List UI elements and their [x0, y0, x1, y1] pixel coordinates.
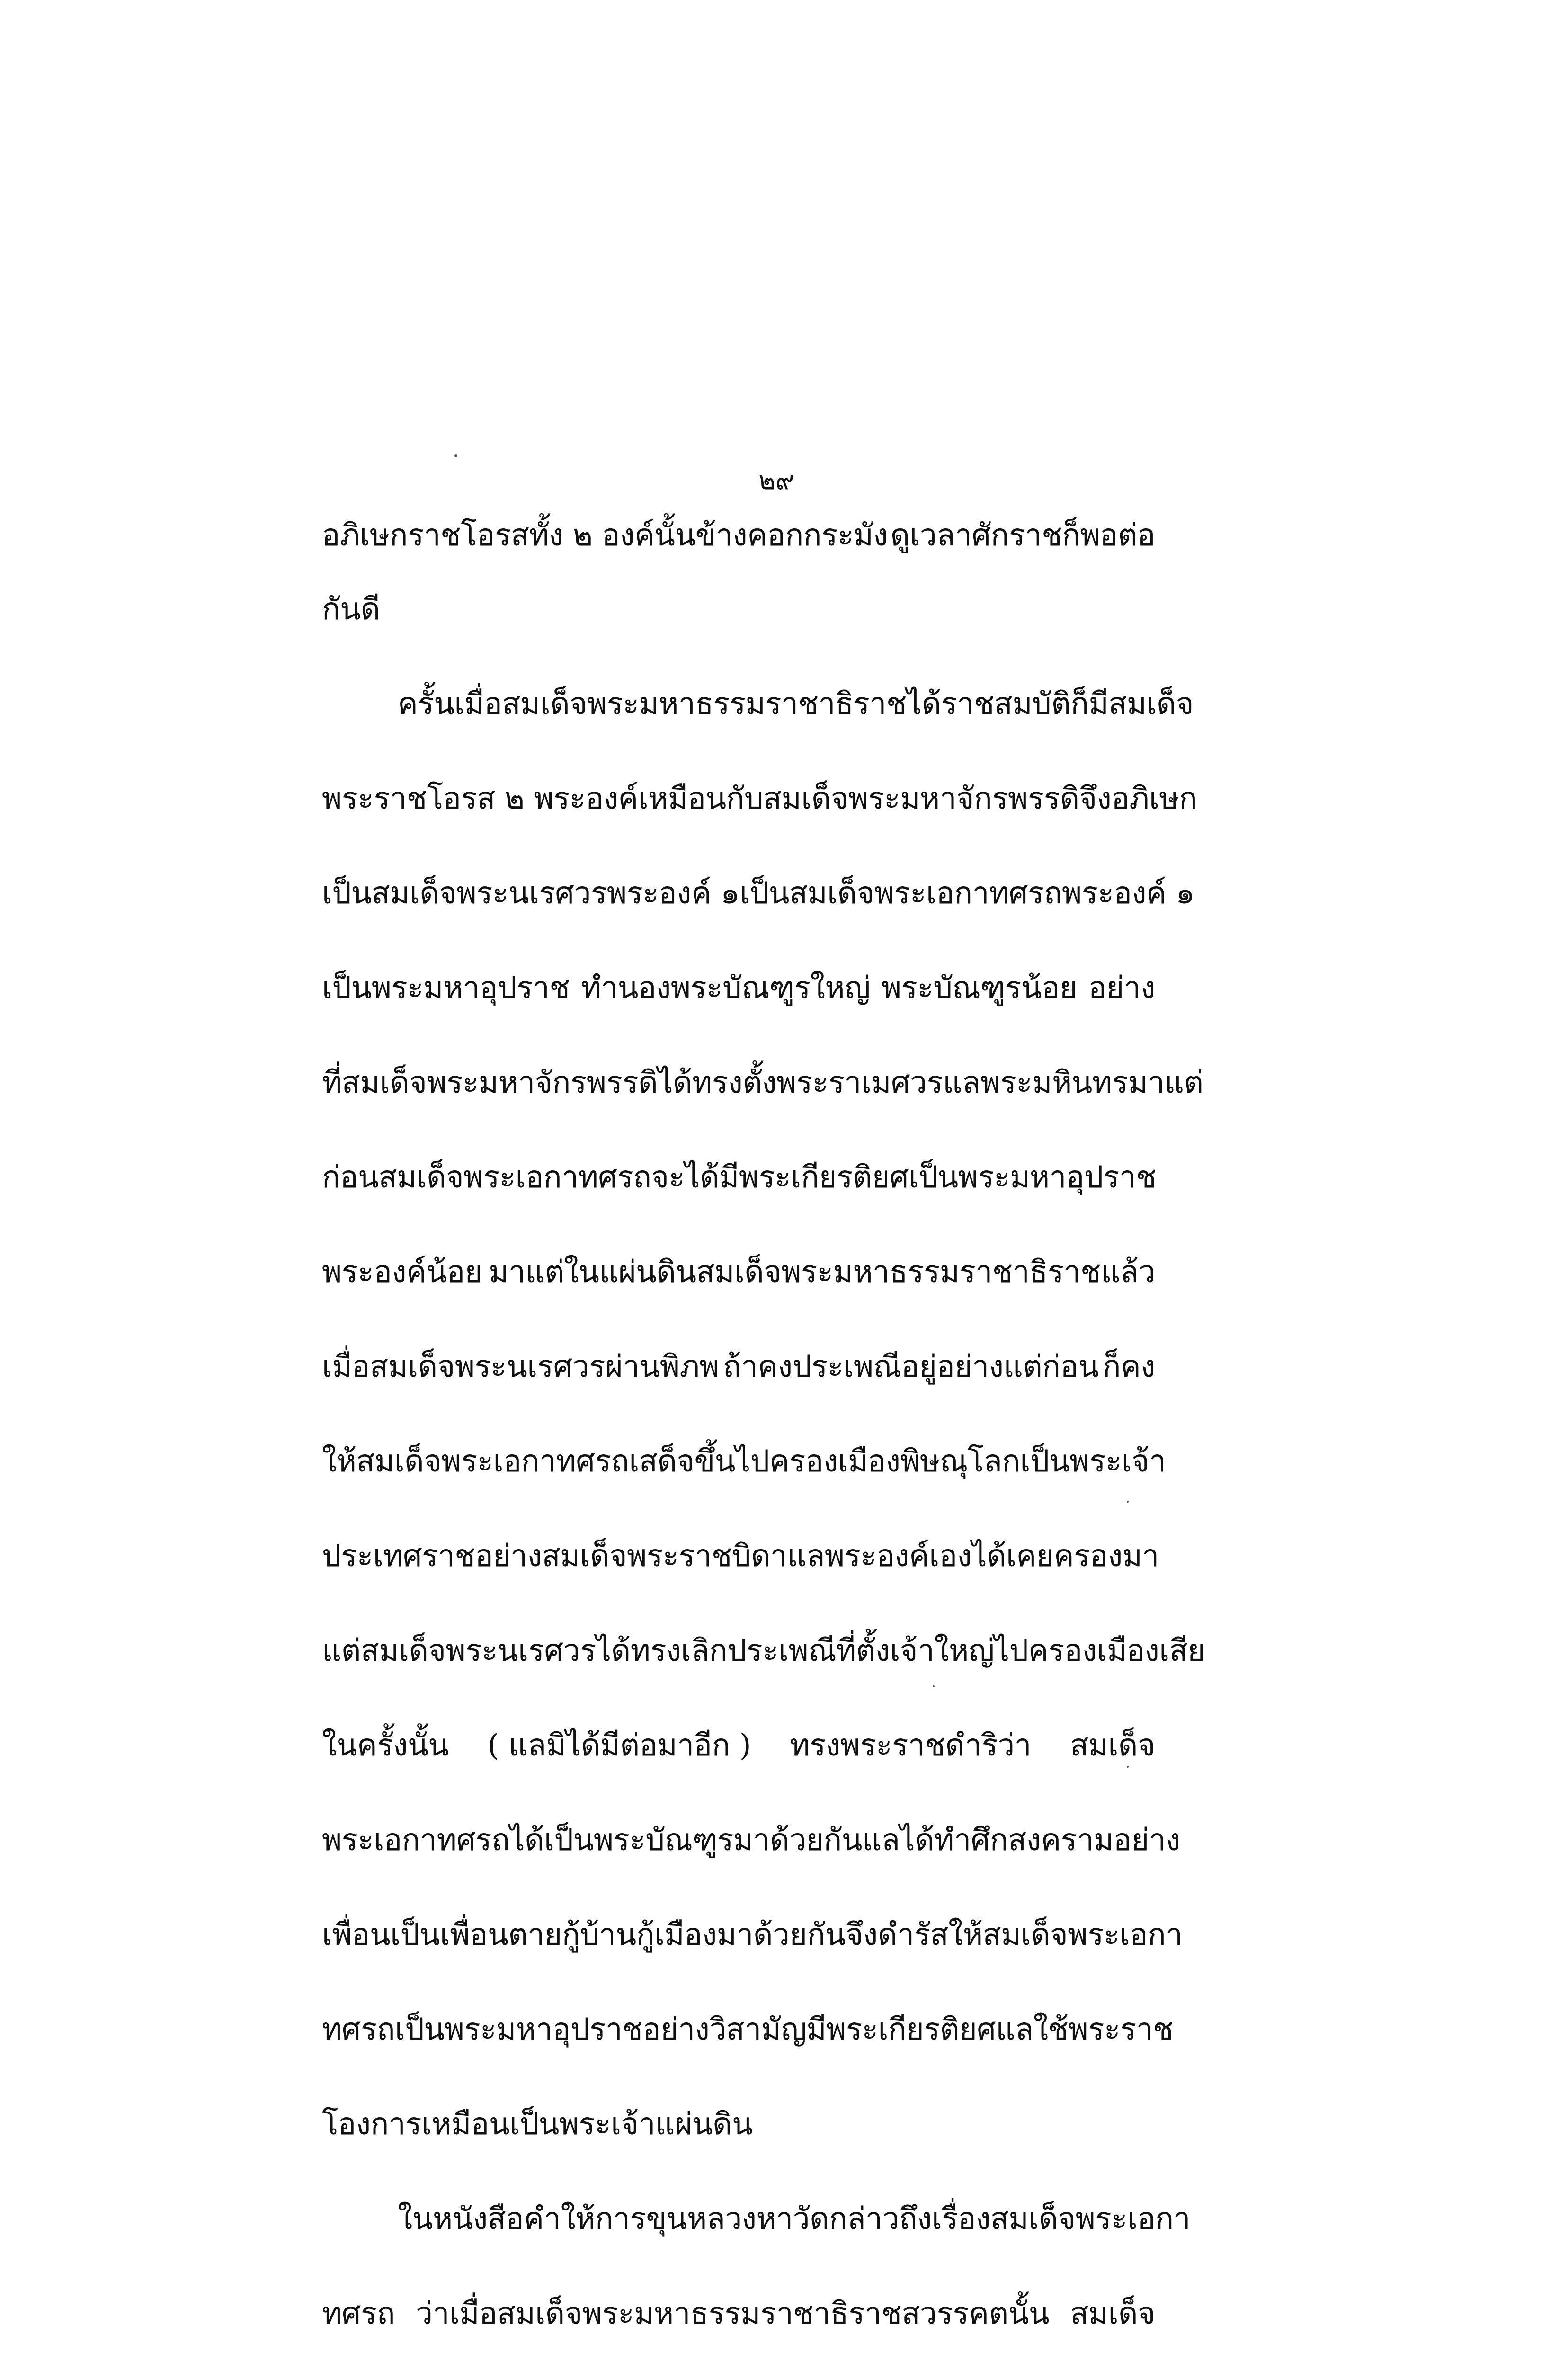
text-segment: ทศรถ	[322, 2296, 395, 2331]
text-line	[322, 1319, 1155, 1414]
text-line	[322, 1035, 1203, 1130]
text-line	[322, 1888, 1183, 1982]
text-segment: ว่าเมื่อสมเด็จพระมหาธรรมราชาธิราชสวรรคตนั้น	[416, 2296, 1050, 2331]
text-segment: ทรงพระราชดำริว่า	[790, 1728, 1032, 1763]
text-segment: ( แลมิได้มีต่อมาอีก )	[487, 1728, 751, 1763]
text-line	[322, 1793, 1180, 1888]
text-line	[322, 2266, 1155, 2361]
text-line	[322, 1982, 1174, 2077]
text-line	[322, 509, 1155, 562]
text-segment: แลพระองค์เองได้เคยครองมา	[787, 1539, 1159, 1574]
text-segment: เมื่อสมเด็จพระนเรศวรผ่านพิภพ	[322, 1349, 719, 1384]
text-line	[322, 1225, 1155, 1319]
text-segment: แต่สมเด็จพระนเรศวรได้ทรงเลิกประเพณีที่ตั้งเจ้าใหญ่ไปครองเมืองเสีย	[322, 1633, 1205, 1668]
text-segment: มาแต่ในแผ่นดินสมเด็จพระมหาธรรมราชาธิราชแล้ว	[489, 1255, 1155, 1290]
text-line	[322, 1414, 1166, 1509]
text-segment: กล่าวถึงเรื่องสมเด็จพระเอกา	[829, 2201, 1191, 2236]
body-text	[322, 509, 1205, 2361]
text-segment: เป็นพระเจ้า	[1020, 1444, 1166, 1479]
text-segment: สมเด็จพระเอกาทศรถจะได้มีพระเกียรติยศเป็นพระมหาอุปราช	[378, 1160, 1157, 1195]
text-segment: จึงดำรัสให้สมเด็จพระเอกา	[845, 1917, 1183, 1952]
text-segment: อภิเษกราชโอรสทั้ง ๒ องค์นั้นข้างคอกกระมัง	[322, 518, 888, 553]
paragraph-start-line	[322, 2172, 1191, 2266]
text-line	[322, 846, 1195, 941]
page-number: ๒๙	[758, 465, 794, 495]
text-line	[322, 941, 1155, 1035]
text-segment: ประเทศราชอย่างสมเด็จพระราชบิดา	[322, 1539, 787, 1574]
text-segment: พระองค์น้อย	[322, 1255, 482, 1290]
text-segment: ในหนังสือคำให้การขุนหลวงหาวัด	[398, 2201, 829, 2236]
text-segment: สมเด็จ	[1070, 2296, 1155, 2331]
text-segment: พระเอกาทศรถได้เป็นพระบัณฑูรมาด้วยกัน	[322, 1823, 862, 1858]
text-segment: ดูเวลาศักราชก็พอต่อ	[890, 518, 1155, 553]
text-segment: แลได้ทำศึกสงครามอย่าง	[862, 1823, 1180, 1858]
text-line	[322, 1604, 1205, 1698]
scan-speck	[1127, 1501, 1129, 1503]
text-line	[322, 1509, 1159, 1604]
text-segment: ก่อน	[322, 1160, 379, 1195]
text-segment: ให้สมเด็จพระเอกาทศรถเสด็จขึ้นไปครองเมืองพิษณุโลก	[322, 1444, 1020, 1479]
text-segment: มีพระเกียรติยศแลใช้พระราช	[806, 2012, 1174, 2047]
text-segment: จึงอภิเษก	[1079, 781, 1197, 816]
text-segment: พระราชโอรส ๒ พระองค์เหมือนกับสมเด็จพระมหาจักรพรรดิ	[322, 781, 1079, 816]
text-segment: สมเด็จ	[1070, 1728, 1155, 1763]
paragraph-start-line	[322, 657, 1194, 751]
text-line	[322, 751, 1197, 846]
scan-speck	[454, 454, 457, 457]
text-segment: เป็นพระมหาอุปราช	[322, 971, 570, 1006]
text-segment: ทำนองพระบัณฑูรใหญ่	[581, 971, 871, 1006]
text-segment: ที่สมเด็จพระมหาจักรพรรดิได้ทรงตั้งพระราเมศวรแลพระมหินทรมาแต่	[322, 1065, 1203, 1100]
text-segment: ก็มีสมเด็จ	[1070, 686, 1194, 722]
text-segment: ก็คง	[1102, 1349, 1155, 1384]
text-segment: ถ้าคงประเพณีอยู่อย่างแต่ก่อน	[722, 1349, 1099, 1384]
text-line	[322, 2077, 1155, 2172]
text-segment: โองการเหมือนเป็นพระเจ้าแผ่นดิน	[322, 2107, 753, 2142]
text-segment: ครั้นเมื่อสมเด็จพระมหาธรรมราชาธิราชได้ราชสมบัติ	[398, 686, 1071, 722]
text-segment: เป็นสมเด็จพระเอกาทศรถพระองค์ ๑	[739, 876, 1195, 911]
text-segment: ในครั้งนั้น	[322, 1728, 449, 1763]
scan-speck	[933, 1685, 935, 1687]
text-segment: เป็นสมเด็จพระนเรศวรพระองค์ ๑	[322, 876, 740, 911]
scan-speck	[1127, 1766, 1129, 1768]
text-segment: เพื่อนเป็นเพื่อนตายกู้บ้านกู้เมืองมาด้วยกัน	[322, 1917, 846, 1952]
text-segment: ทศรถเป็นพระมหาอุปราชอย่างวิสามัญ	[322, 2012, 807, 2047]
text-line	[322, 562, 1155, 657]
text-segment: อย่าง	[1088, 971, 1155, 1006]
text-segment: พระบัณฑูรน้อย	[881, 971, 1078, 1006]
text-segment: กันดี	[322, 592, 380, 627]
text-line	[322, 1698, 1155, 1793]
text-line	[322, 1130, 1155, 1225]
